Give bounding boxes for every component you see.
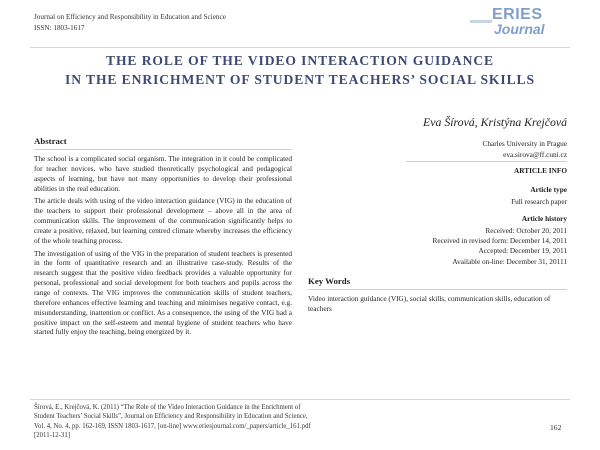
article-authors: Eva Šírová, Kristýna Krejčová xyxy=(423,115,567,129)
keywords-divider xyxy=(308,289,567,290)
article-title-line-1: THE ROLE OF THE VIDEO INTERACTION GUIDANCE xyxy=(105,53,495,68)
abstract-paragraph-3: The investigation of using of the VIG in the preparation of student teachers is presented in the form of quantitative research and an illustrative case-study. Results of the research suggest that the positive video feedback provides a valuable opportunity for personal, professional and social development for both teachers and pupils across the range of contexts. The VIG improves the communication skills of student teachers, therefore enhances effective learning and teaching and minimises negative contact, e.g. misunderstanding, inattention or conflict. As a consequence, the using of the VIG had a positive impact on the self-esteem and mental hygiene of student teachers who have started fully enjoy the teaching, being energized by it. xyxy=(34,248,292,337)
author-affiliation: Charles University in Prague xyxy=(482,139,567,148)
history-received: Received: October 20, 2011 xyxy=(485,226,567,235)
keywords-text: Video interaction guidance (VIG), social skills, communication skills, education of teachers xyxy=(308,294,551,313)
article-type-heading: Article type xyxy=(530,185,567,194)
page-number: 162 xyxy=(550,423,562,432)
citation-line-2: Student Teachers’ Social Skills”, Journal on Efficiency and Responsibility in Education and Science, xyxy=(34,413,308,421)
history-revised: Received in revised form: December 14, 2011 xyxy=(432,236,567,246)
citation-block xyxy=(34,403,524,440)
abstract-heading: Abstract xyxy=(34,136,67,146)
footer-divider xyxy=(30,399,570,400)
citation-line-4: [2011-12-31] xyxy=(34,431,70,439)
eries-journal-logo xyxy=(470,6,568,46)
journal-issn: ISSN: 1803-1617 xyxy=(34,24,85,32)
abstract-paragraph-2: The article deals with using of the video interaction guidance (VIG) in the education of the teachers to support their professional development – above all in the area of communication skills. The improvement of the communication significantly helps to create a positive, relaxed, but learning centred climate whereby increases the efficiency of the whole teaching process. xyxy=(34,196,292,245)
article-info-divider xyxy=(406,161,567,162)
journal-name: Journal on Efficiency and Responsibility in Education and Science xyxy=(34,13,226,21)
article-history-heading: Article history xyxy=(521,214,567,223)
history-accepted: Accepted: December 19, 2011 xyxy=(478,246,567,256)
article-title-line-2: IN THE ENRICHMENT OF STUDENT TEACHERS’ SOCIAL SKILLS xyxy=(65,72,535,87)
citation-line-3[interactable]: Vol. 4, No. 4, pp. 162-169, ISSN 1803-1617, [on-line] www.eriesjournal.com/_papers/article_161.pdf xyxy=(34,422,311,430)
abstract-divider xyxy=(34,149,292,150)
citation-line-1: Šírová, E., Krejčová, K. (2011) “The Role of the Video Interaction Guidance in the Enrichment of xyxy=(34,404,301,411)
logo-journal-text: Journal xyxy=(494,21,545,37)
author-email[interactable]: eva.sirova@ff.cuni.cz xyxy=(503,150,567,159)
keywords-heading: Key Words xyxy=(308,276,351,286)
logo-eries-text: ERIES xyxy=(492,6,543,23)
abstract-body xyxy=(34,154,292,340)
abstract-paragraph-1: The school is a complicated social organism. The integration in it could be complicated for teacher novices, who have studied theoretically psychological and pedagogical aspects of learning, but have not many opportunities to develop their professional abilities in the real education. xyxy=(34,154,292,193)
history-online: Available on-line: December 31, 20111 xyxy=(452,256,567,266)
logo-bar-decoration xyxy=(470,20,492,23)
header-divider xyxy=(30,47,570,48)
article-type-value: Full research paper xyxy=(511,197,567,206)
article-history-list xyxy=(347,226,567,267)
article-info-heading: ARTICLE INFO xyxy=(513,166,567,175)
